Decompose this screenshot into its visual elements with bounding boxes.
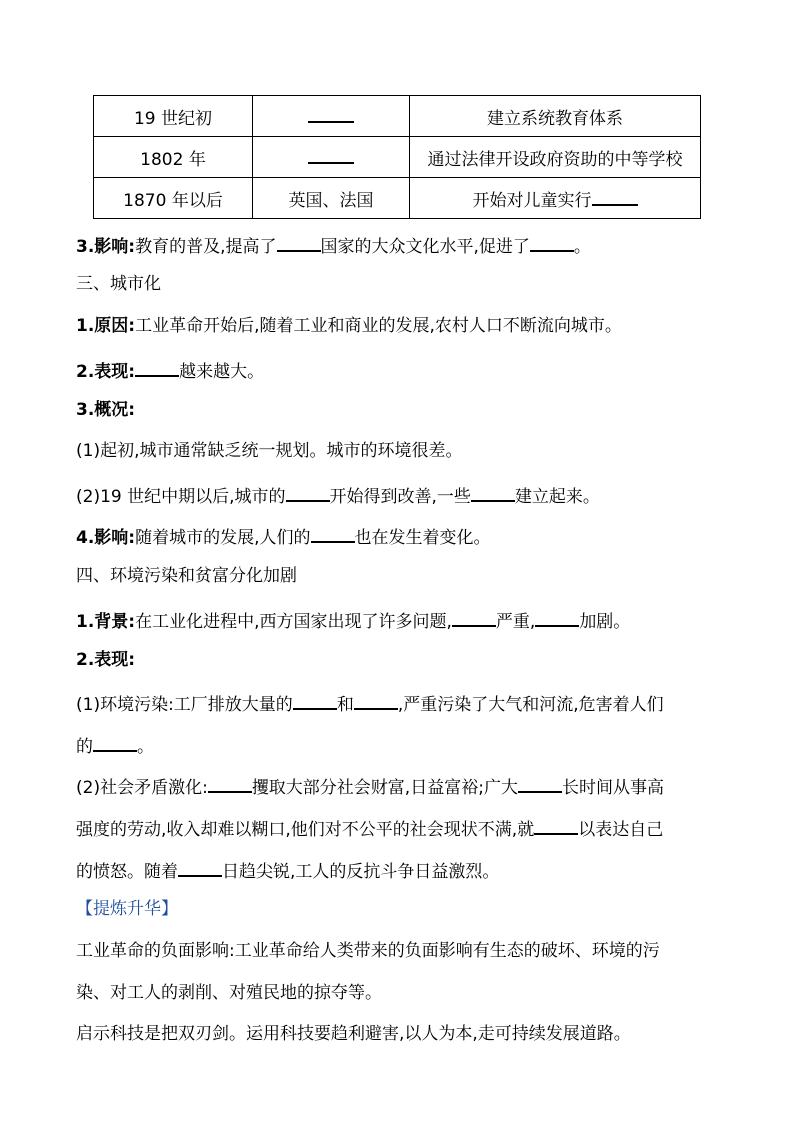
answer-blank[interactable] xyxy=(354,690,398,710)
table-cell-country: 英国、法国 xyxy=(253,178,410,219)
section-heading-pollution: 四、环境污染和贫富分化加剧 xyxy=(76,566,297,586)
text: 长时间从事高 xyxy=(561,777,664,798)
text: 以表达自己 xyxy=(578,819,664,840)
table-cell-content xyxy=(410,178,701,219)
answer-blank[interactable] xyxy=(93,732,137,752)
text: 强度的劳动,收入却难以糊口,他们对不公平的社会现状不满,就 xyxy=(76,819,535,840)
text: 开始得到改善,一些 xyxy=(329,486,471,507)
item-label: 3.影响: xyxy=(76,236,136,257)
answer-blank[interactable] xyxy=(308,104,354,124)
answer-blank[interactable] xyxy=(286,482,330,502)
education-table xyxy=(93,95,701,219)
conflict-item-2-end xyxy=(76,857,499,883)
text: 。 xyxy=(137,736,154,757)
answer-blank[interactable] xyxy=(311,523,355,543)
cause-line xyxy=(76,315,622,337)
manifestation-line xyxy=(76,357,264,383)
background-line xyxy=(76,607,630,633)
table-row xyxy=(94,178,701,219)
cell-text: 开始对儿童实行 xyxy=(472,190,592,211)
negative-impact-line-cont: 染、对工人的剥削、对殖民地的掠夺等。 xyxy=(76,983,382,1003)
answer-blank[interactable] xyxy=(308,145,354,165)
text: 严重, xyxy=(495,611,536,632)
answer-blank[interactable] xyxy=(471,482,515,502)
item-label: 4.影响: xyxy=(76,527,136,548)
answer-blank[interactable] xyxy=(135,357,179,377)
item-label: 1.背景: xyxy=(76,611,136,632)
manifestation-label: 2.表现: xyxy=(76,650,136,670)
cell-text: 建立系统教育体系 xyxy=(487,108,623,129)
conflict-item-2-cont xyxy=(76,815,663,841)
negative-impact-line: 工业革命的负面影响:工业革命给人类带来的负面影响有生态的破坏、环境的污 xyxy=(76,941,660,961)
text: (2)19 世纪中期以后,城市的 xyxy=(76,486,286,507)
answer-blank[interactable] xyxy=(293,690,337,710)
answer-blank[interactable] xyxy=(592,186,638,206)
answer-blank[interactable] xyxy=(178,857,222,877)
text: (1)环境污染:工厂排放大量的 xyxy=(76,694,293,715)
table-cell-time: 1870 年以后 xyxy=(94,178,253,219)
inspiration-line: 启示科技是把双刃剑。运用科技要趋利避害,以人为本,走可持续发展道路。 xyxy=(76,1024,631,1044)
table-cell-content xyxy=(410,96,701,137)
answer-blank[interactable] xyxy=(530,232,574,252)
text: 的 xyxy=(76,736,93,757)
table-cell-country xyxy=(253,96,410,137)
section-heading-urbanization: 三、城市化 xyxy=(76,274,161,294)
text: 。 xyxy=(573,236,591,257)
text: 和 xyxy=(336,694,354,715)
answer-blank[interactable] xyxy=(452,607,496,627)
text: 越来越大。 xyxy=(179,361,265,382)
text: 国家的大众文化水平,促进了 xyxy=(320,236,530,257)
text: (2)社会矛盾激化: xyxy=(76,777,208,798)
summary-heading: 【提炼升华】 xyxy=(76,899,178,919)
text: 在工业化进程中,西方国家出现了许多问题, xyxy=(135,611,452,632)
text: 攫取大部分社会财富,日益富裕;广大 xyxy=(251,777,518,798)
text: 加剧。 xyxy=(579,611,631,632)
text: 也在发生着变化。 xyxy=(354,527,491,548)
pollution-item-1-cont xyxy=(76,732,154,758)
text: ,严重污染了大气和河流,危害着人们 xyxy=(397,694,664,715)
text: 随着城市的发展,人们的 xyxy=(135,527,311,548)
answer-blank[interactable] xyxy=(277,232,321,252)
table-cell-content xyxy=(410,137,701,178)
table-cell-time: 19 世纪初 xyxy=(94,96,253,137)
text: 教育的普及,提高了 xyxy=(135,236,277,257)
conflict-item-2 xyxy=(76,773,664,799)
overview-label: 3.概况: xyxy=(76,400,136,420)
item-label: 1.原因: xyxy=(76,316,136,336)
answer-blank[interactable] xyxy=(535,607,579,627)
table-row xyxy=(94,96,701,137)
answer-blank[interactable] xyxy=(208,773,252,793)
table-cell-country xyxy=(253,137,410,178)
text: 的愤怒。随着 xyxy=(76,861,178,882)
table-row xyxy=(94,137,701,178)
impact-education-line xyxy=(76,232,591,258)
item-label: 2.表现: xyxy=(76,361,136,382)
table-cell-time: 1802 年 xyxy=(94,137,253,178)
cell-text: 通过法律开设政府资助的中等学校 xyxy=(427,149,683,170)
pollution-item-1 xyxy=(76,690,664,716)
answer-blank[interactable] xyxy=(518,773,562,793)
text: 工业革命开始后,随着工业和商业的发展,农村人口不断流向城市。 xyxy=(135,316,622,336)
overview-item-1: (1)起初,城市通常缺乏统一规划。城市的环境很差。 xyxy=(76,441,463,461)
overview-item-2 xyxy=(76,482,600,508)
impact-urban-line xyxy=(76,523,491,549)
text: 建立起来。 xyxy=(514,486,600,507)
answer-blank[interactable] xyxy=(534,815,578,835)
text: 日趋尖锐,工人的反抗斗争日益激烈。 xyxy=(222,861,500,882)
